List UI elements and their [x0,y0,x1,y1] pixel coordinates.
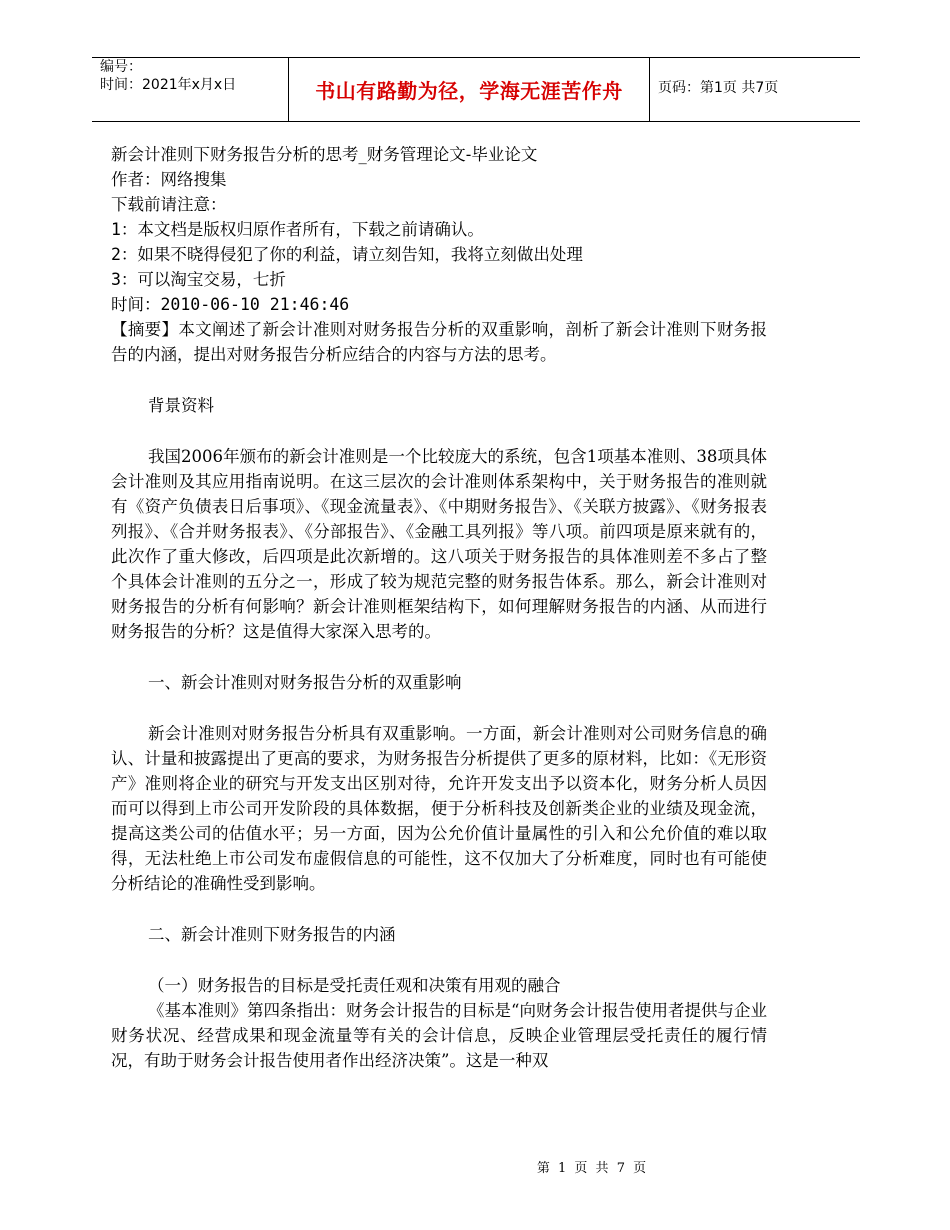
document-body [111,142,767,1073]
section-2-heading: 二、新会计准则下财务报告的内涵 [148,925,396,944]
number-label: 编号： [100,59,142,75]
document-timestamp: 时间：2010-06-10 21:46:46 [111,295,350,314]
notice-item-1: 1：本文档是版权归原作者所有，下载之前请确认。 [111,220,484,239]
background-heading: 背景资料 [148,396,214,415]
notice-item-2: 2：如果不晓得侵犯了你的利益，请立刻告知，我将立刻做出处理 [111,245,583,264]
document-title: 新会计准则下财务报告分析的思考_财务管理论文-毕业论文 [111,145,538,164]
subsection-1-paragraph: 《基本准则》第四条指出：财务会计报告的目标是“向财务会计报告使用者提供与企业财务状况、经营成果和现金流量等有关的会计信息，反映企业管理层受托责任的履行情况，有助于财务会计报告使用者作出经济决策”。这是一种双 [111,1001,767,1070]
time-label: 时间：2021年x月x日 [100,77,237,93]
subsection-1-heading: （一）财务报告的目标是受托责任观和决策有用观的融合 [148,976,561,995]
header-bottom-rule [92,121,860,122]
background-paragraph: 我国2006年颁布的新会计准则是一个比较庞大的系统，包含1项基本准则、38项具体会计准则及其应用指南说明。在这三层次的会计准则体系架构中，关于财务报告的准则就有《资产负债表日后事项》、《现金流量表》、《中期财务报告》、《关联方披露》、《财务报表列报》、《合并财务报表》、《分部报告》、《金融工具列报》等八项。前四项是原来就有的，此次作了重大修改，后四项是此次新增的。这八项关于财务报告的具体准则差不多占了整个具体会计准则的五分之一，形成了较为规范完整的财务报告体系。那么，新会计准则对财务报告的分析有何影响？新会计准则框架结构下，如何理解财务报告的内涵、从而进行财务报告的分析？这是值得大家深入思考的。 [111,447,767,641]
page-footer: 第 1 页 共 7 页 [536,1161,649,1176]
abstract-paragraph: 【摘要】本文阐述了新会计准则对财务报告分析的双重影响，剖析了新会计准则下财务报告的内涵，提出对财务报告分析应结合的内容与方法的思考。 [111,320,767,364]
header-page-info: 页码：第1页 共7页 [658,80,779,96]
notice-item-3: 3：可以淘宝交易，七折 [111,270,286,289]
notice-heading: 下载前请注意： [111,195,227,214]
section-1-heading: 一、新会计准则对财务报告分析的双重影响 [148,673,462,692]
header-left-block [100,58,236,94]
document-author: 作者：网络搜集 [111,170,227,189]
header-motto: 书山有路勤为径，学海无涯苦作舟 [315,78,623,103]
section-1-paragraph: 新会计准则对财务报告分析具有双重影响。一方面，新会计准则对公司财务信息的确认、计量和披露提出了更高的要求，为财务报告分析提供了更多的原材料，比如：《无形资产》准则将企业的研究与开发支出区别对待，允许开发支出予以资本化，财务分析人员因而可以得到上市公司开发阶段的具体数据，便于分析科技及创新类企业的业绩及现金流，提高这类公司的估值水平；另一方面，因为公允价值计量属性的引入和公允价值的难以取得，无法杜绝上市公司发布虚假信息的可能性，这不仅加大了分析难度，同时也有可能使分析结论的准确性受到影响。 [111,724,767,893]
